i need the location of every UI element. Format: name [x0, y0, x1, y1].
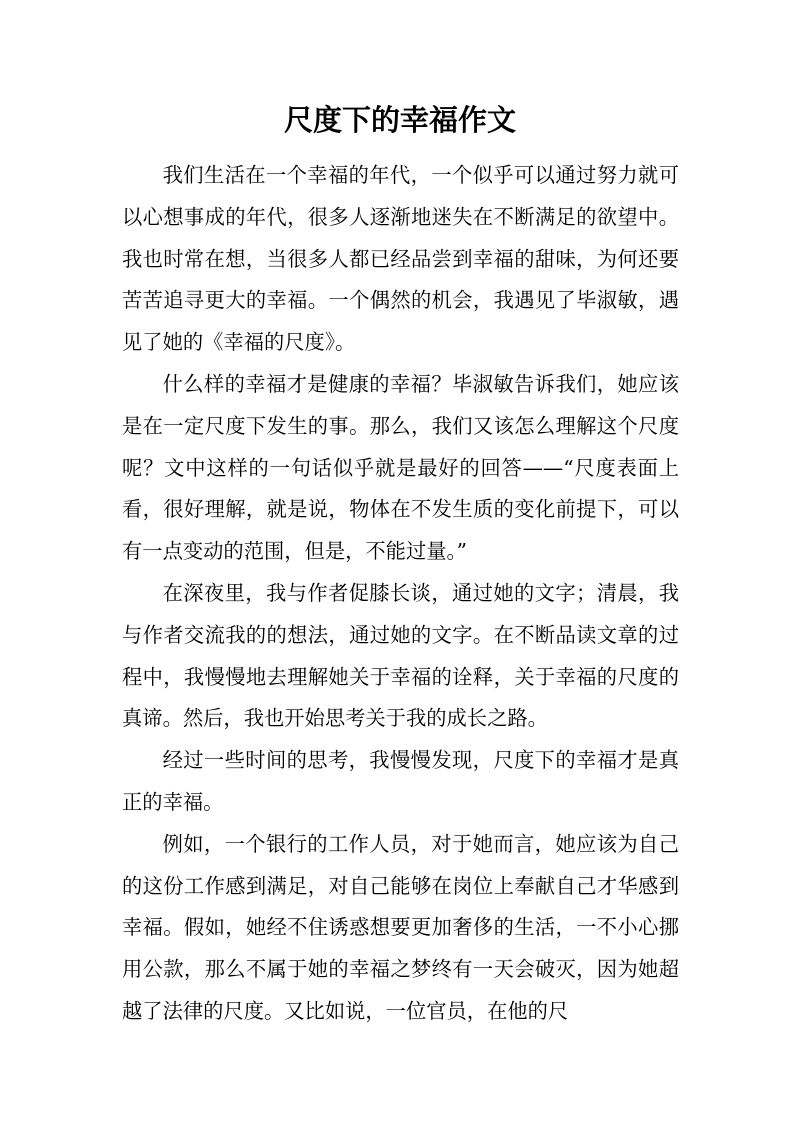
paragraph-1: 我们生活在一个幸福的年代，一个似乎可以通过努力就可以心想事成的年代，很多人逐渐地迷失在不断满足的欲望中。我也时常在想，当很多人都已经品尝到幸福的甜味，为何还要苦苦追寻更大的幸福。一个偶然的机会，我遇见了毕淑敏，遇见了她的《幸福的尺度》。	[122, 163, 679, 355]
paragraph-5: 例如，一个银行的工作人员，对于她而言，她应该为自己的这份工作感到满足，对自己能够在岗位上奉献自己才华感到幸福。假如，她经不住诱惑想要更加奢侈的生活，一不小心挪用公款，那么不属于她的幸福之梦终有一天会破灭，因为她超越了法律的尺度。又比如说，一位官员，在他的尺	[122, 831, 679, 1023]
document-title: 尺度下的幸福作文	[283, 103, 516, 137]
document-body	[122, 155, 679, 1033]
paragraph-3: 在深夜里，我与作者促膝长谈，通过她的文字；清晨，我与作者交流我的的想法，通过她的文字。在不断品读文章的过程中，我慢慢地去理解她关于幸福的诠释，关于幸福的尺度的真谛。然后，我也开始思考关于我的成长之路。	[122, 580, 679, 731]
paragraph-2: 什么样的幸福才是健康的幸福？毕淑敏告诉我们，她应该是在一定尺度下发生的事。那么，我们又该怎么理解这个尺度呢？文中这样的一句话似乎就是最好的回答——“尺度表面上看，很好理解，就是说，物体在不发生质的变化前提下，可以有一点变动的范围，但是，不能过量。”	[122, 371, 679, 564]
paragraph-4: 经过一些时间的思考，我慢慢发现，尺度下的幸福才是真正的幸福。	[122, 748, 679, 814]
